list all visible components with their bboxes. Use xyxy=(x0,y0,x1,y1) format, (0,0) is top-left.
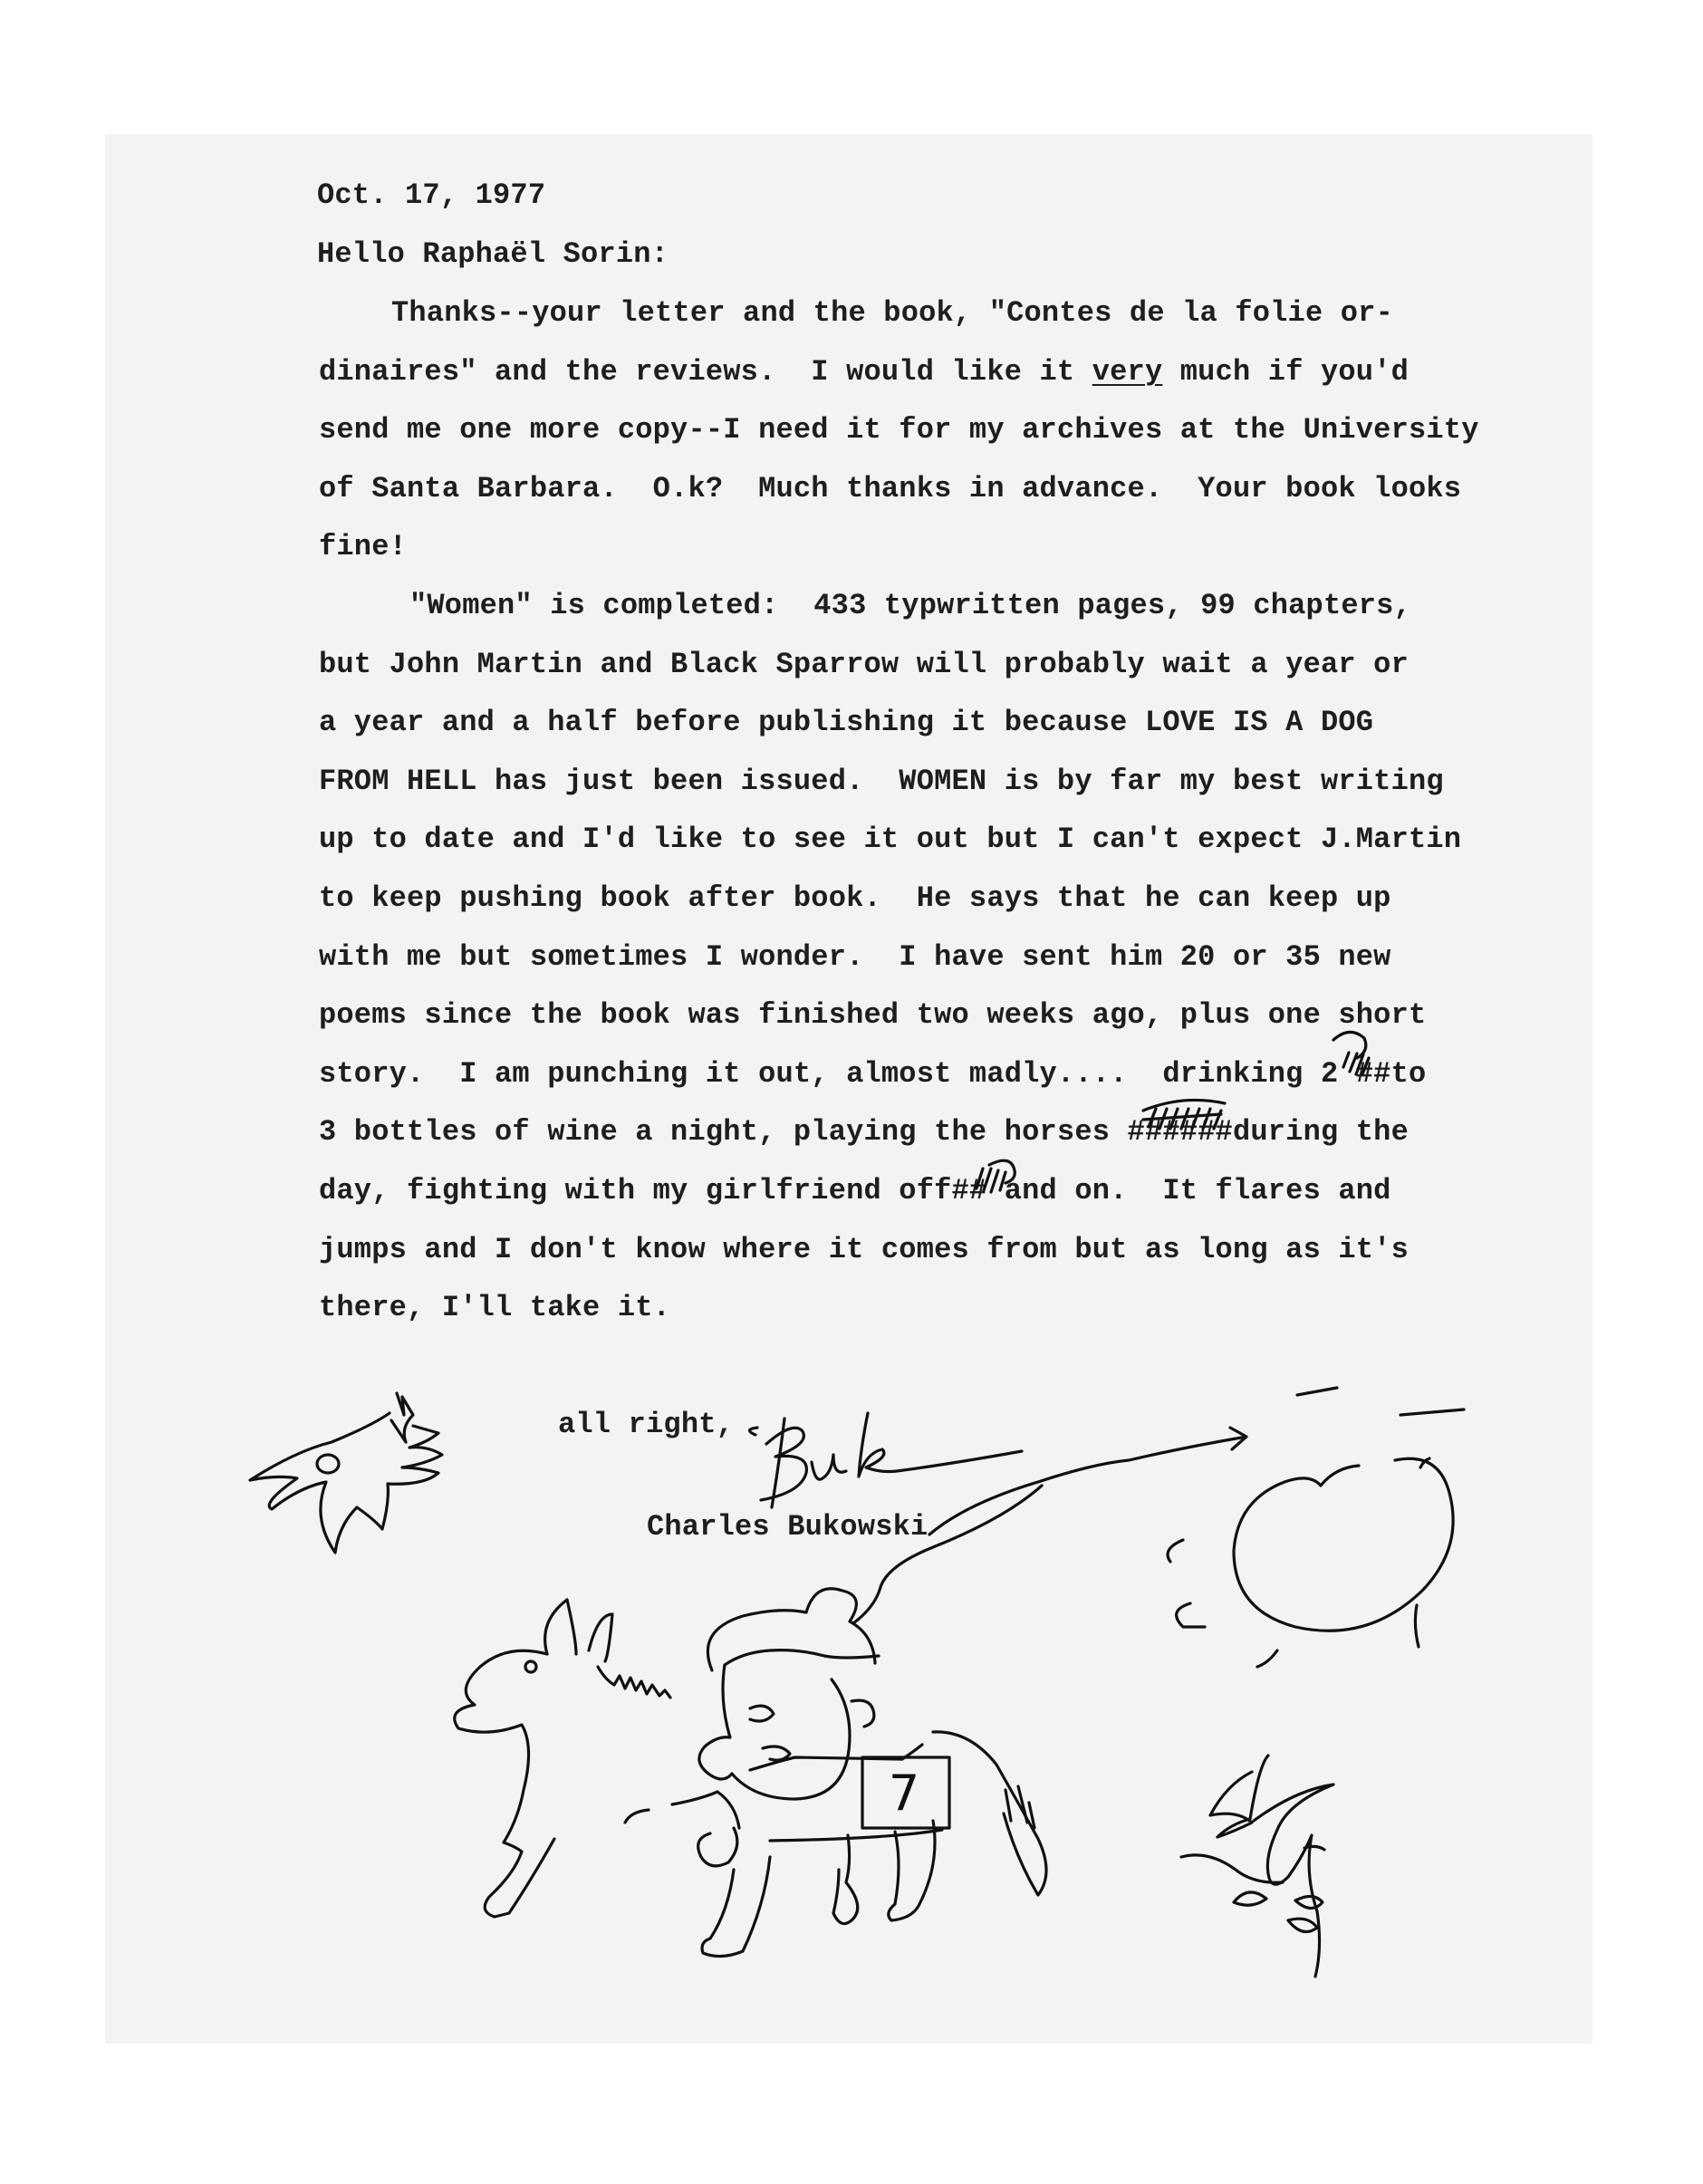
body-line-text: Thanks--your letter and the book, "Contes de la folie or- xyxy=(391,296,1393,330)
body-line-text: day, fighting with my girlfriend off## and on. It flares and xyxy=(319,1174,1391,1207)
body-line-text: to keep pushing book after book. He says that he can keep up xyxy=(319,881,1391,915)
underlined-word: very xyxy=(1092,354,1163,389)
buk-signature xyxy=(749,1413,1022,1507)
sun-doodle xyxy=(1168,1388,1464,1667)
body-line-text: send me one more copy--I need it for my archives at the University xyxy=(319,413,1479,447)
saddle-number: 7 xyxy=(888,1765,920,1822)
closing: all right, xyxy=(558,1408,735,1441)
trail-line xyxy=(929,1428,1246,1535)
salutation: Hello Raphaël Sorin: xyxy=(317,237,669,271)
bird-doodle xyxy=(250,1393,442,1553)
body-line-text: fine! xyxy=(319,530,408,564)
body-line-text: much if you'd xyxy=(1162,354,1410,389)
body-line-text: poems since the book was finished two weeks ago, plus one short xyxy=(319,998,1427,1033)
trail-line-2 xyxy=(853,1486,1042,1623)
body-line-text: 3 bottles of wine a night, playing the horses ######during the xyxy=(319,1115,1409,1150)
strikeout-marks xyxy=(977,1032,1369,1192)
body-line-text: dinaires" and the reviews. I would like it xyxy=(319,354,1092,389)
body-line-text: of Santa Barbara. O.k? Much thanks in advance. Your book looks xyxy=(319,471,1462,505)
body-line-text: up to date and I'd like to see it out but I can't expect J.Martin xyxy=(319,823,1462,857)
plant-doodle xyxy=(1181,1756,1333,1977)
body-line-text: there, I'll take it. xyxy=(319,1291,671,1325)
body-line-text: story. I am punching it out, almost madly.... drinking 2 ##to xyxy=(319,1056,1427,1091)
typed-name: Charles Bukowski xyxy=(647,1510,928,1544)
body-line-text: FROM HELL has just been issued. WOMEN is by far my best writing xyxy=(319,764,1444,798)
body-line-text: jumps and I don't know where it comes from but as long as it's xyxy=(319,1232,1409,1266)
body-line-text: but John Martin and Black Sparrow will probably wait a year or xyxy=(319,647,1409,681)
body-line-text: a year and a half before publishing it because LOVE IS A DOG xyxy=(319,706,1374,740)
body-line-text: with me but sometimes I wonder. I have sent him 20 or 35 new xyxy=(319,939,1391,974)
letter-date: Oct. 17, 1977 xyxy=(317,178,546,212)
body-line-text: "Women" is completed: 433 typwritten pages, 99 chapters, xyxy=(409,589,1411,622)
